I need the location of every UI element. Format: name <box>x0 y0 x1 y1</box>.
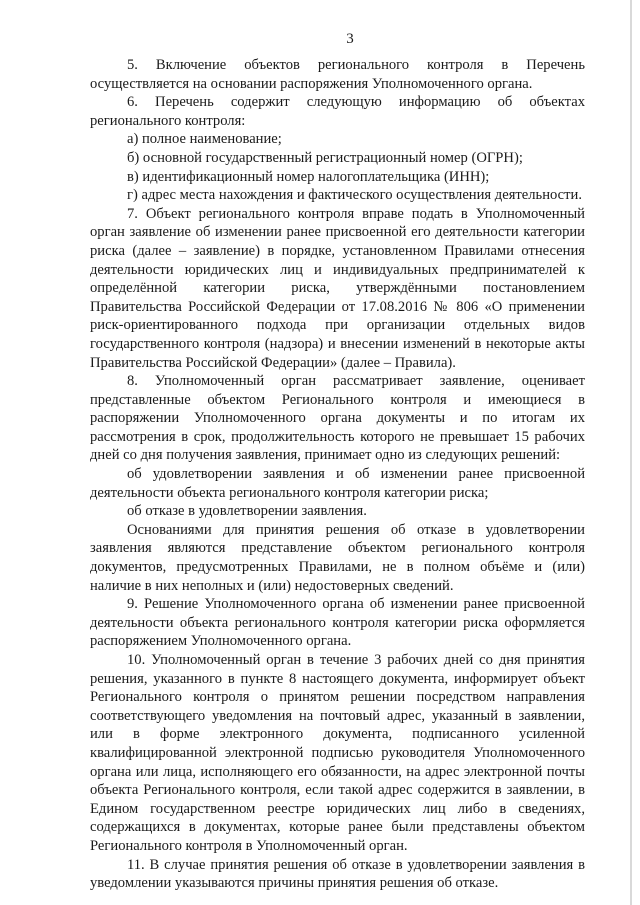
paragraph-10: 10. Уполномоченный орган в течение 3 рабочих дней со дня принятия решения, указанного в пункте 8 настоящего документа, информирует объект Регионального контроля о принятом решении посредством направления соответствующего уведомления на почтовый адрес, указанный в заявлении, или в форме электронного документа, подписанного усиленной квалифицированной электронной подписью руководителя Уполномоченного органа или лица, исполняющего его обязанности, на адрес электронной почты объекта Регионального контроля, если такой адрес содержится в заявлении, в Едином государственном реестре юридических лиц либо в сведениях, содержащихся в документах, которые ранее были представлены объектом Регионального контроля в Уполномоченный орган. <box>90 652 585 854</box>
rejection-grounds: Основаниями для принятия решения об отказе в удовлетворении заявления являются представление объектом регионального контроля документов, предусмотренных Правилами, не в полном объёме и (или) наличие в них неполных и (или) недостоверных сведений. <box>90 521 585 594</box>
decision-option-reject: об отказе в удовлетворении заявления. <box>127 503 367 520</box>
decision-option-approve: об удовлетворении заявления и об изменении ранее присвоенной деятельности объекта регионального контроля категории риска; <box>90 466 585 501</box>
page-number: 3 <box>346 31 354 47</box>
paragraph-6: 6. Перечень содержит следующую информацию об объектах регионального контроля: <box>90 94 585 129</box>
paragraph-9: 9. Решение Уполномоченного органа об изменении ранее присвоенной деятельности объекта регионального контроля категории риска оформляется распоряжением Уполномоченного органа. <box>90 596 585 650</box>
list-item-v: в) идентификационный номер налогоплательщика (ИНН); <box>127 168 490 185</box>
paragraph-5: 5. Включение объектов регионального контроля в Перечень осуществляется на основании распоряжения Уполномоченного органа. <box>90 57 585 92</box>
paragraph-7: 7. Объект регионального контроля вправе подать в Уполномоченный орган заявление об изменении ранее присвоенной его деятельности категории риска (далее – заявление) в порядке, установленном Правилами отнесения деятельности юридических лиц и индивидуальных предпринимателей к определённой категории риска, утверждёнными постановлением Правительства Российской Федерации от 17.08.2016 № 806 «О применении риск-ориентированного подхода при организации отдельных видов государственного контроля (надзора) и внесении изменений в некоторые акты Правительства Российской Федерации» (далее – Правила). <box>90 205 585 371</box>
scan-edge-line <box>630 0 632 905</box>
list-item-a: а) полное наименование; <box>127 131 282 148</box>
paragraph-8: 8. Уполномоченный орган рассматривает заявление, оценивает представленные объектом Регионального контроля и имеющиеся в распоряжении Уполномоченного органа документы и по итогам их рассмотрения в срок, продолжительность которого не превышает 15 рабочих дней со дня получения заявления, принимает одно из следующих решений: <box>90 373 585 464</box>
paragraph-11: 11. В случае принятия решения об отказе в удовлетворении заявления в уведомлении указываются причины принятия решения об отказе. <box>90 856 585 892</box>
list-item-g: г) адрес места нахождения и фактического осуществления деятельности. <box>127 187 582 204</box>
list-item-b: б) основной государственный регистрационный номер (ОГРН); <box>127 149 523 166</box>
